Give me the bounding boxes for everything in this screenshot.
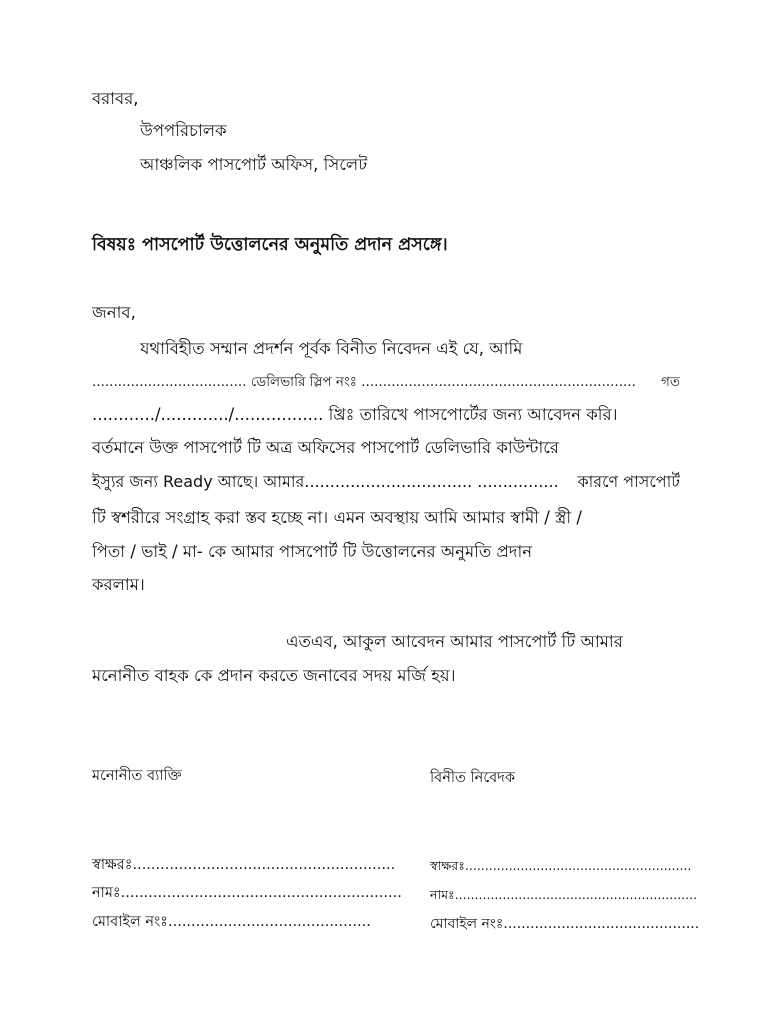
applicant-name-field: নামঃ............................................................. [430,887,698,902]
recipient-office: আঞ্চলিক পাসপোর্ট অফিস, সিলেট [140,155,368,174]
body-line-7: পিতা / ভাই / মা- কে আমার পাসপোর্ট টি উত্তোলনের অনুমতি প্রদান [92,542,533,561]
applicant-mobile-field: মোবাইল নংঃ............................................ [430,916,700,932]
nominee-signature-field: স্বাক্ষরঃ......................................................... [92,857,396,873]
body-line-3: ............/............./................. খ্রিঃ তারিখে পাসপোর্টের জন্য আবেদন করি। [92,405,618,424]
subject-line: বিষয়ঃ পাসপোর্ট উত্তোলনের অনুমতি প্রদান প্রসঙ্গে। [92,235,448,255]
nominee-heading: মনোনীত ব্যাক্তি [92,768,182,784]
body-line-4: বর্তমানে উক্ত পাসপোর্ট টি অত্র অফিসের পাসপোর্ট ডেলিভারি কাউন্টারে [92,438,559,457]
closing-line-2: মনোনীত বাহক কে প্রদান করতে জনাবের সদয় মর্জি হয়। [92,666,456,685]
salutation-to: বরাবর, [92,89,139,108]
nominee-mobile-field: মোবাইল নংঃ............................................ [92,914,371,930]
body-line-1: যথাবিহীত সম্মান প্রদর্শন পূর্বক বিনীত নিবেদন এই যে, আমি [140,339,523,358]
closing-line-1: এতএব, আকুল আবেদন আমার পাসপোর্ট টি আমার [286,632,623,651]
applicant-signature-field: স্বাক্ষরঃ......................................................... [430,858,692,873]
body-line-6: টি স্বশরীরে সংগ্রাহ করা স্তব হচ্ছে না। এমন অবস্থায় আমি আমার স্বামী / স্ত্রী / [92,508,582,527]
body-line-2 [92,371,680,393]
delivery-slip-text: .................................... ডেলিভারি স্লিপ নংঃ ................................................................ [92,374,636,390]
gato-text: গত [661,374,680,390]
reason-text: কারণে পাসপোর্ট [577,472,680,491]
ready-text: ইস্যুর জন্য Ready আছে। আমার................................. ................ [92,472,559,491]
nominee-name-field: নামঃ............................................................. [92,885,402,901]
body-line-5 [92,471,680,493]
greeting: জনাব, [92,303,136,322]
recipient-title: উপপরিচালক [140,121,227,140]
body-line-8: করলাম। [92,575,145,594]
applicant-heading: বিনীত নিবেদক [430,770,515,786]
